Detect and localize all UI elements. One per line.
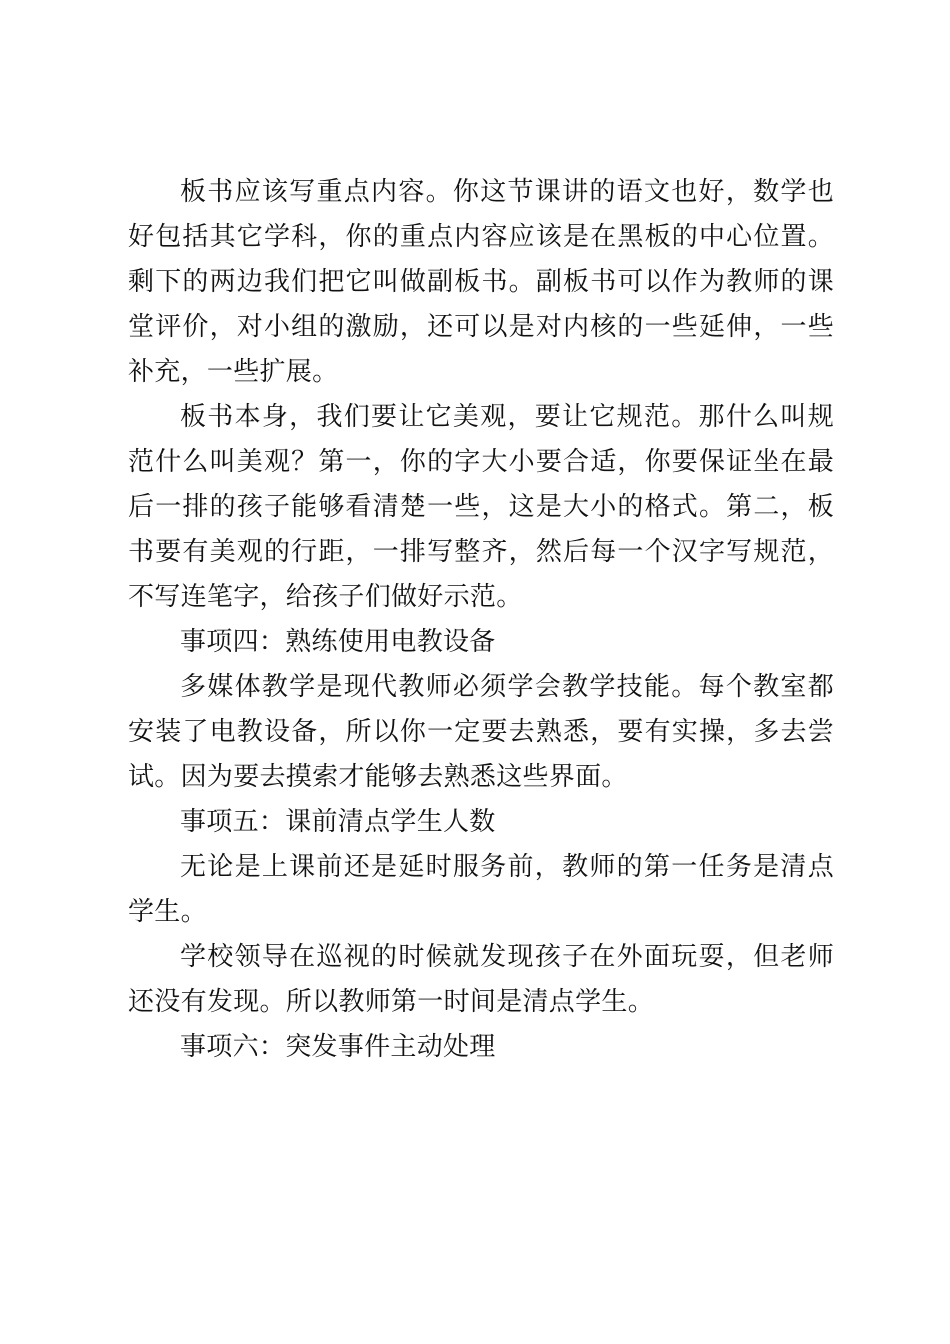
heading-item-five: 事项五：课前清点学生人数 (180, 807, 496, 837)
heading-item-six: 事项六：突发事件主动处理 (180, 1032, 496, 1062)
paragraph-multimedia: 多媒体教学是现代教师必须学会教学技能。每个教室都安装了电教设备，所以你一定要去熟悉，要有实操，多去尝试。因为要去摸索才能够去熟悉这些界面。 (128, 672, 834, 792)
paragraph-blackboard-neatness: 板书本身，我们要让它美观，要让它规范。那什么叫规范什么叫美观？第一，你的字大小要合适，你要保证坐在最后一排的孩子能够看清楚一些，这是大小的格式。第二，板书要有美观的行距，一排写整齐，然后每一个汉字写规范，不写连笔字，给孩子们做好示范。 (128, 402, 834, 612)
paragraph-school-leader: 学校领导在巡视的时候就发现孩子在外面玩耍，但老师还没有发现。所以教师第一时间是清点学生。 (128, 942, 834, 1017)
paragraph-blackboard-key-content: 板书应该写重点内容。你这节课讲的语文也好，数学也好包括其它学科，你的重点内容应该是在黑板的中心位置。剩下的两边我们把它叫做副板书。副板书可以作为教师的课堂评价，对小组的激励，还可以是对内核的一些延伸，一些补充，一些扩展。 (128, 177, 834, 387)
paragraph-count-students: 无论是上课前还是延时服务前，教师的第一任务是清点学生。 (128, 852, 834, 927)
heading-item-four: 事项四：熟练使用电教设备 (180, 627, 496, 657)
document-page (128, 170, 834, 1070)
